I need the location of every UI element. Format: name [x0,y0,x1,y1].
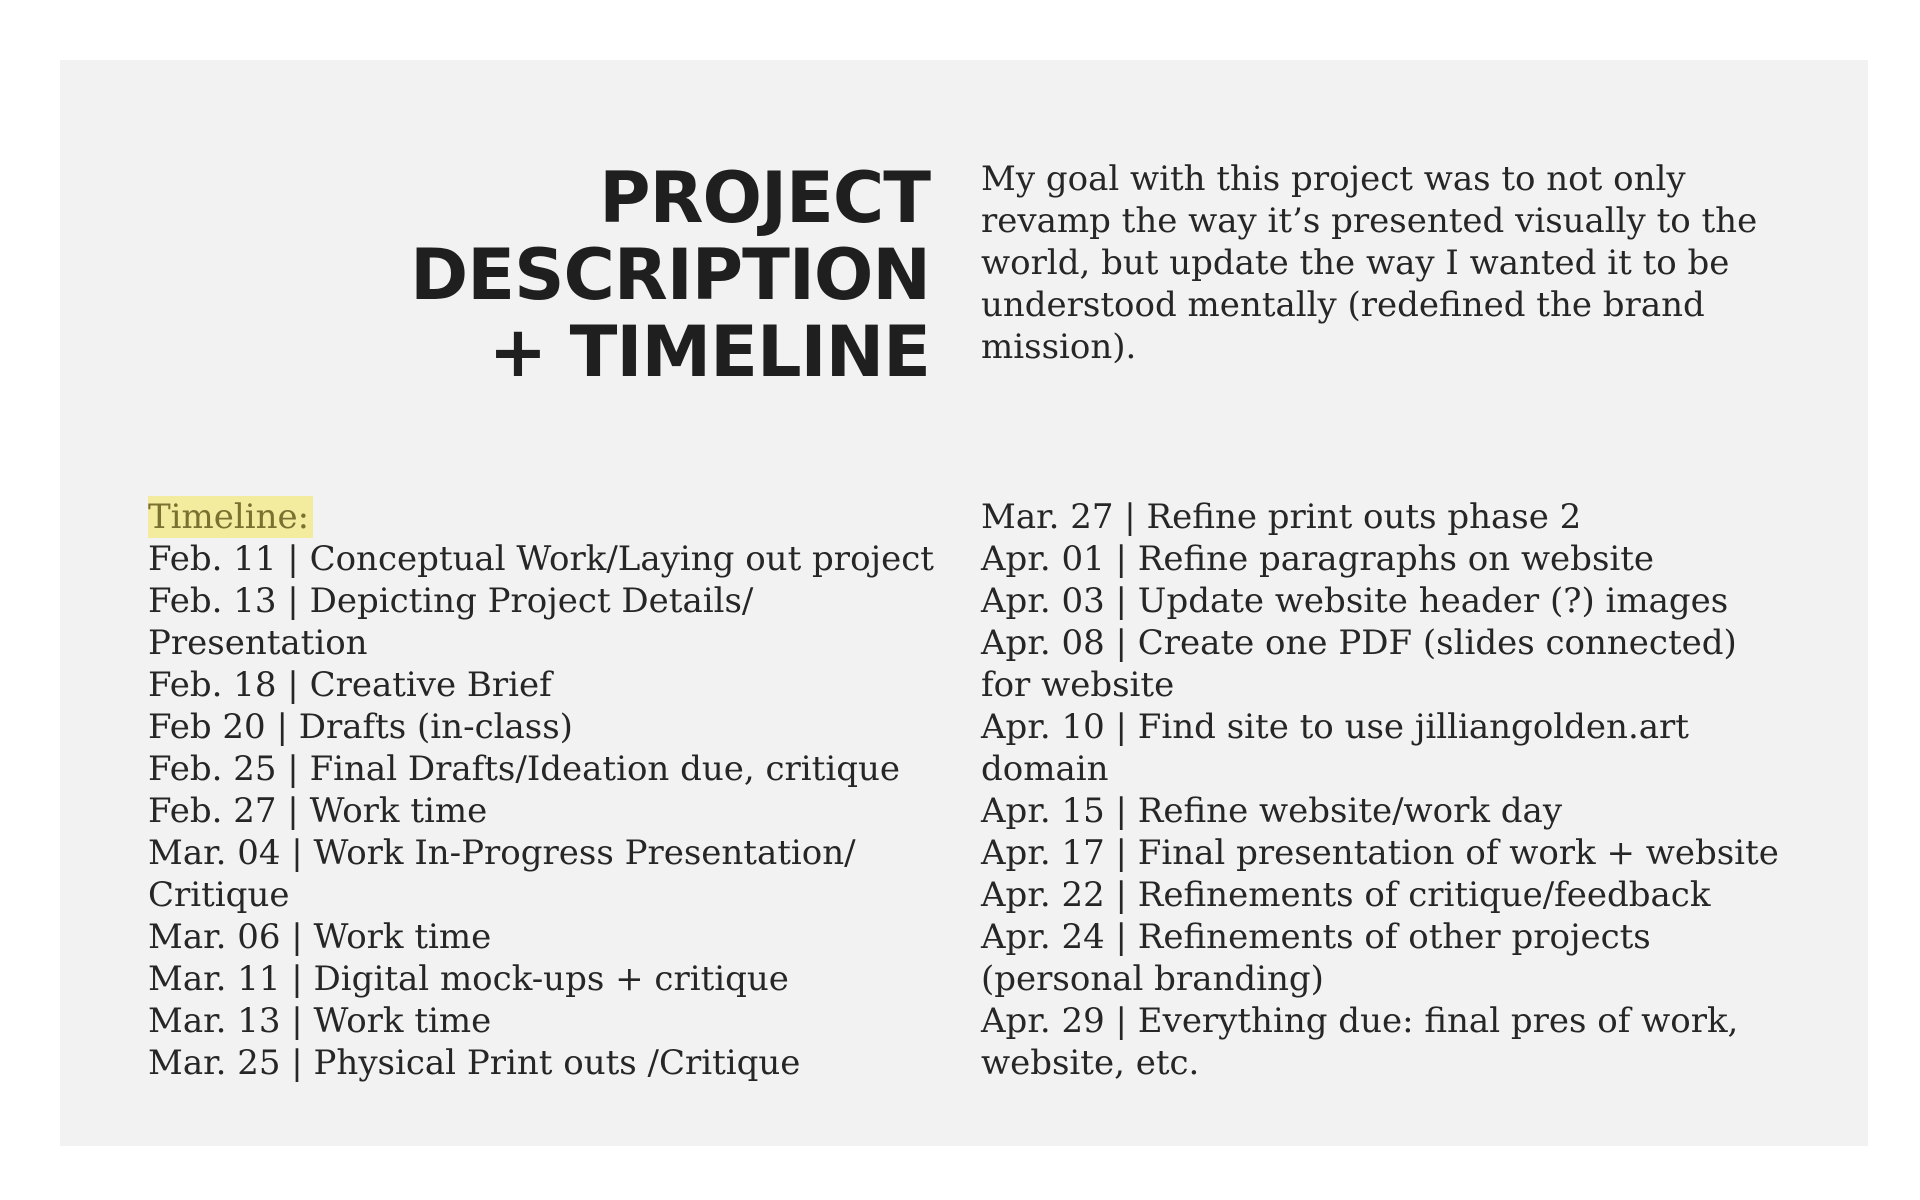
timeline-entry: Feb. 25 | Final Drafts/Ideation due, critique [148,749,901,789]
timeline-column-right [981,496,1841,1084]
timeline-entry: Apr. 29 | Everything due: final pres of work, website, etc. [981,1001,1739,1083]
timeline-entry: Mar. 11 | Digital mock-ups + critique [148,959,789,999]
timeline-entry: Mar. 04 | Work In-Progress Presentation/ Critique [148,833,856,915]
timeline-entry: Feb. 11 | Conceptual Work/Laying out project [148,539,934,579]
timeline-entry: Feb. 27 | Work time [148,791,488,831]
timeline-entry: Feb. 18 | Creative Brief [148,665,552,705]
slide-panel [60,60,1868,1146]
timeline-entry: Apr. 24 | Refinements of other projects (personal branding) [981,917,1651,999]
timeline-entry: Apr. 08 | Create one PDF (slides connected) for website [981,623,1737,705]
title-line: DESCRIPTION [410,234,930,316]
page-title [410,157,930,393]
timeline-entry: Feb. 13 | Depicting Project Details/ Presentation [148,581,754,663]
timeline-entry: Feb 20 | Drafts (in-class) [148,707,573,747]
timeline-entry: Apr. 15 | Refine website/work day [981,791,1563,831]
timeline-entry: Apr. 01 | Refine paragraphs on website [981,539,1655,579]
timeline-entry: Mar. 27 | Refine print outs phase 2 [981,497,1582,537]
timeline-column-left [148,496,988,1084]
title-line: + TIMELINE [488,311,930,393]
timeline-entry: Mar. 13 | Work time [148,1001,492,1041]
timeline-entry: Apr. 22 | Refinements of critique/feedback [981,875,1711,915]
timeline-entry: Apr. 03 | Update website header (?) images [981,581,1729,621]
timeline-entry: Apr. 10 | Find site to use jilliangolden.art domain [981,707,1689,789]
timeline-label: Timeline: [148,496,313,538]
timeline-entry: Mar. 06 | Work time [148,917,492,957]
project-description: My goal with this project was to not only revamp the way it’s presented visually to the world, but update the way I wanted it to be understood mentally (redefined the brand mission). [981,159,1758,367]
timeline-entry: Apr. 17 | Final presentation of work + website [981,833,1779,873]
title-line: PROJECT [599,157,930,239]
timeline-entry: Mar. 25 | Physical Print outs /Critique [148,1043,801,1083]
